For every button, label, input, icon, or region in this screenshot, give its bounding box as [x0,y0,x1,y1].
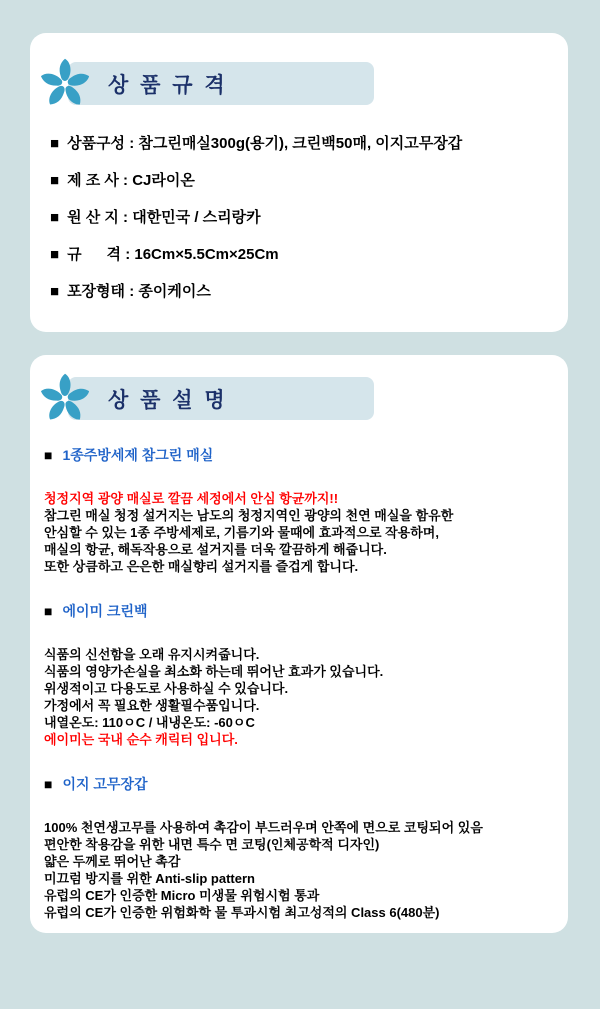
desc-line-highlight: 청정지역 광양 매실로 깔끔 세정에서 안심 항균까지!! [44,491,339,506]
spec-section-header [30,62,568,105]
spec-title: 상 품 규 격 [108,73,228,97]
spec-item-text: 규 격 : 16Cm×5.5Cm×25Cm [67,246,279,263]
desc-block-dish-detergent [44,447,568,575]
spec-item-composition [50,136,568,151]
subsection-heading [44,776,568,793]
spec-item-origin [50,210,568,225]
spec-item-manufacturer [50,173,568,188]
spec-item-text: 포장형태 : 종이케이스 [67,283,211,300]
desc-line: 편안한 착용감을 위한 내면 특수 면 코팅(인체공학적 디자인) [44,837,380,852]
square-bullet-icon: ■ [44,603,53,619]
product-detail-page [0,33,600,933]
desc-line: 위생적이고 다용도로 사용하실 수 있습니다. [44,681,289,696]
description-panel [30,355,568,933]
subsection-heading [44,603,568,620]
desc-line: 얇은 두께로 뛰어난 촉감 [44,854,181,869]
desc-block-lines [44,646,568,748]
square-bullet-icon: ■ [50,172,60,189]
cherry-blossom-icon [38,370,92,428]
desc-block-lines [44,819,568,921]
desc-line: 내열온도: 110ㅇC / 내냉온도: -60ㅇC [44,715,255,730]
square-bullet-icon: ■ [50,135,60,152]
desc-line: 미끄럼 방지를 위한 Anti-slip pattern [44,871,255,886]
spec-item-text: 상품구성 : 참그린매실300g(용기), 크린백50매, 이지고무장갑 [67,135,463,152]
spec-panel [30,33,568,332]
square-bullet-icon: ■ [50,283,60,300]
desc-line: 또한 상큼하고 은은한 매실향리 설거지를 즐겁게 합니다. [44,559,359,574]
spec-item-size [50,247,568,262]
subsection-heading-text: 에이미 크린백 [62,603,148,619]
square-bullet-icon: ■ [50,246,60,263]
description-section-header [30,377,568,420]
desc-line-highlight: 에이미는 국내 순수 캐릭터 입니다. [44,732,238,747]
square-bullet-icon: ■ [44,447,53,463]
desc-line: 식품의 영양가손실을 최소화 하는데 뛰어난 효과가 있습니다. [44,664,384,679]
desc-line: 100% 천연생고무를 사용하여 촉감이 부드러우며 안쪽에 면으로 코팅되어 있음 [44,820,483,835]
desc-line: 유럽의 CE가 인증한 Micro 미생물 위험시험 통과 [44,888,320,903]
cherry-blossom-icon [38,55,92,113]
spec-item-text: 제 조 사 : CJ라이온 [67,172,195,189]
subsection-heading-text: 이지 고무장갑 [62,776,148,792]
spec-item-text: 원 산 지 : 대한민국 / 스리랑카 [67,209,261,226]
spec-title-bar [68,62,374,105]
description-title: 상 품 설 명 [108,388,228,412]
desc-line: 매실의 항균, 해독작용으로 설거지를 더욱 깔끔하게 해줍니다. [44,542,387,557]
square-bullet-icon: ■ [50,209,60,226]
spec-list [30,136,568,299]
desc-line: 유럽의 CE가 인증한 위험화학 물 투과시험 최고성적의 Class 6(480분) [44,905,440,920]
desc-line: 가정에서 꼭 필요한 생활필수품입니다. [44,698,260,713]
spec-item-package [50,284,568,299]
desc-line: 식품의 신선함을 오래 유지시켜줍니다. [44,647,260,662]
subsection-heading-text: 1종주방세제 참그린 매실 [62,447,214,463]
square-bullet-icon: ■ [44,776,53,792]
desc-block-lines [44,490,568,575]
desc-block-clean-bag [44,603,568,748]
subsection-heading [44,447,568,464]
desc-line: 안심할 수 있는 1종 주방세제로, 기름기와 물때에 효과적으로 작용하며, [44,525,439,540]
desc-line: 참그린 매실 청정 설거지는 남도의 청정지역인 광양의 천연 매실을 함유한 [44,508,454,523]
desc-block-rubber-gloves [44,776,568,921]
description-title-bar [68,377,374,420]
description-body [30,447,568,921]
